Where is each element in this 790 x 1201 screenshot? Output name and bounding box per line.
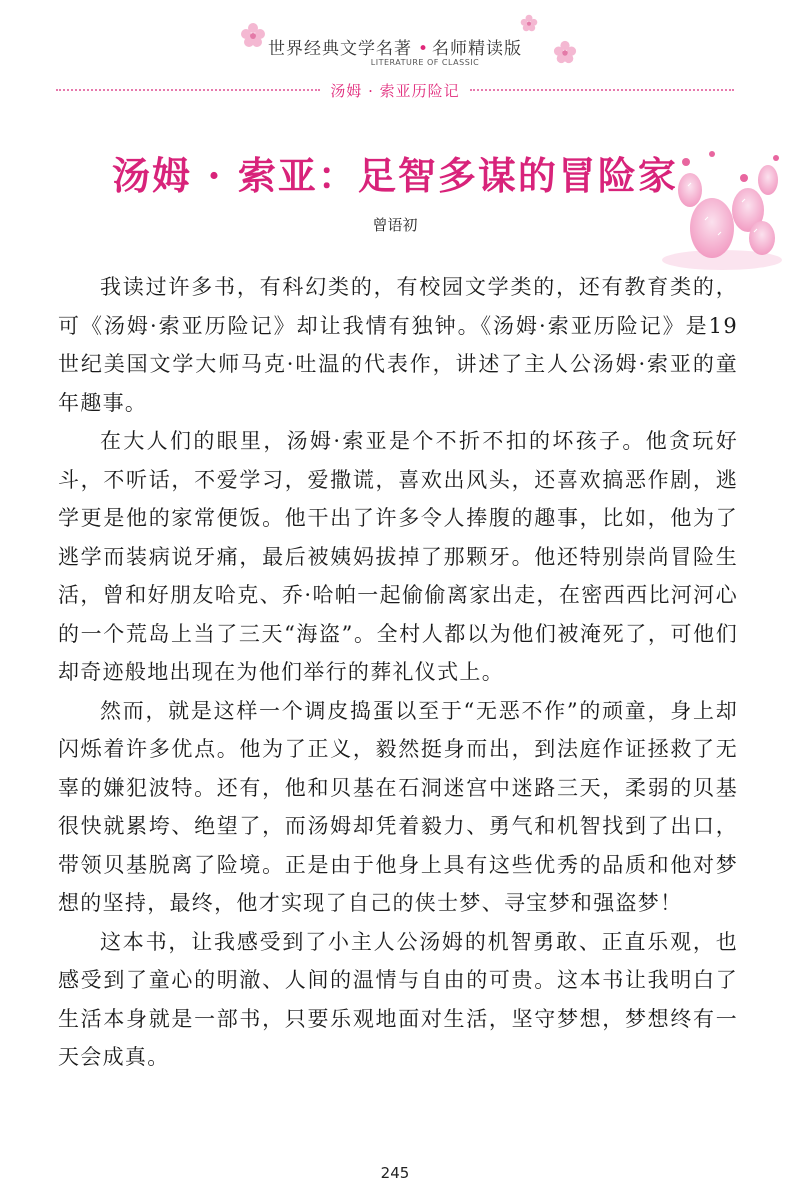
page-number: 245 [380,1164,410,1182]
flower-icon [520,14,538,32]
article-author: 曾语初 [372,216,418,234]
paragraph: 这本书，让我感受到了小主人公汤姆的机智勇敢、正直乐观，也感受到了童心的明澈、人间的温情与自由的可贵。这本书让我明白了生活本身就是一部书，只要乐观地面对生活，坚守梦想，梦想终有一天会成真。 [58,929,738,1069]
dotted-divider [56,89,320,91]
book-title: 汤姆 · 索亚历险记 [330,81,460,100]
series-subtitle: LITERATURE OF CLASSIC [370,58,480,67]
dotted-divider [470,89,734,91]
edition-text: 名师精读版 [432,39,523,59]
book-title-row [56,80,734,100]
paragraph: 在大人们的眼里，汤姆·索亚是个不折不扣的坏孩子。他贪玩好斗，不听话，不爱学习，爱撒谎，喜欢出风头，还喜欢搞恶作剧，逃学更是他的家常便饭。他干出了许多令人捧腹的趣事，比如，他为了逃学而装病说牙痛，最后被姨妈拔掉了那颗牙。他还特别崇尚冒险生活，曾和好朋友哈克、乔·哈帕一起偷偷离家出走，在密西西比河河心的一个荒岛上当了三天“海盗”。全村人都以为他们被淹死了，可他们却奇迹般地出现在为他们举行的葬礼仪式上。 [58,429,738,684]
page-header [0,0,790,110]
paragraph: 我读过许多书，有科幻类的，有校园文学类的，还有教育类的，可《汤姆·索亚历险记》却让我情有独钟。《汤姆·索亚历险记》是19世纪美国文学大师马克·吐温的代表作，讲述了主人公汤姆·索亚的童年趣事。 [58,275,738,415]
series-title-text: 世界经典文学名著 [267,39,412,59]
bullet-icon: • [417,39,430,59]
series-title [0,34,790,59]
article-title: 汤姆 · 索亚：足智多谋的冒险家 [112,153,678,198]
article-body [58,268,738,1077]
paragraph: 然而，就是这样一个调皮捣蛋以至于“无恶不作”的顽童，身上却闪烁着许多优点。他为了正义，毅然挺身而出，到法庭作证拯救了无辜的嫌犯波特。还有，他和贝基在石洞迷宫中迷路三天，柔弱的贝基很快就累垮、绝望了，而汤姆却凭着毅力、勇气和机智找到了出口，带领贝基脱离了险境。正是由于他身上具有这些优秀的品质和他对梦想的坚持，最终，他才实现了自己的侠士梦、寻宝梦和强盗梦！ [58,698,738,915]
